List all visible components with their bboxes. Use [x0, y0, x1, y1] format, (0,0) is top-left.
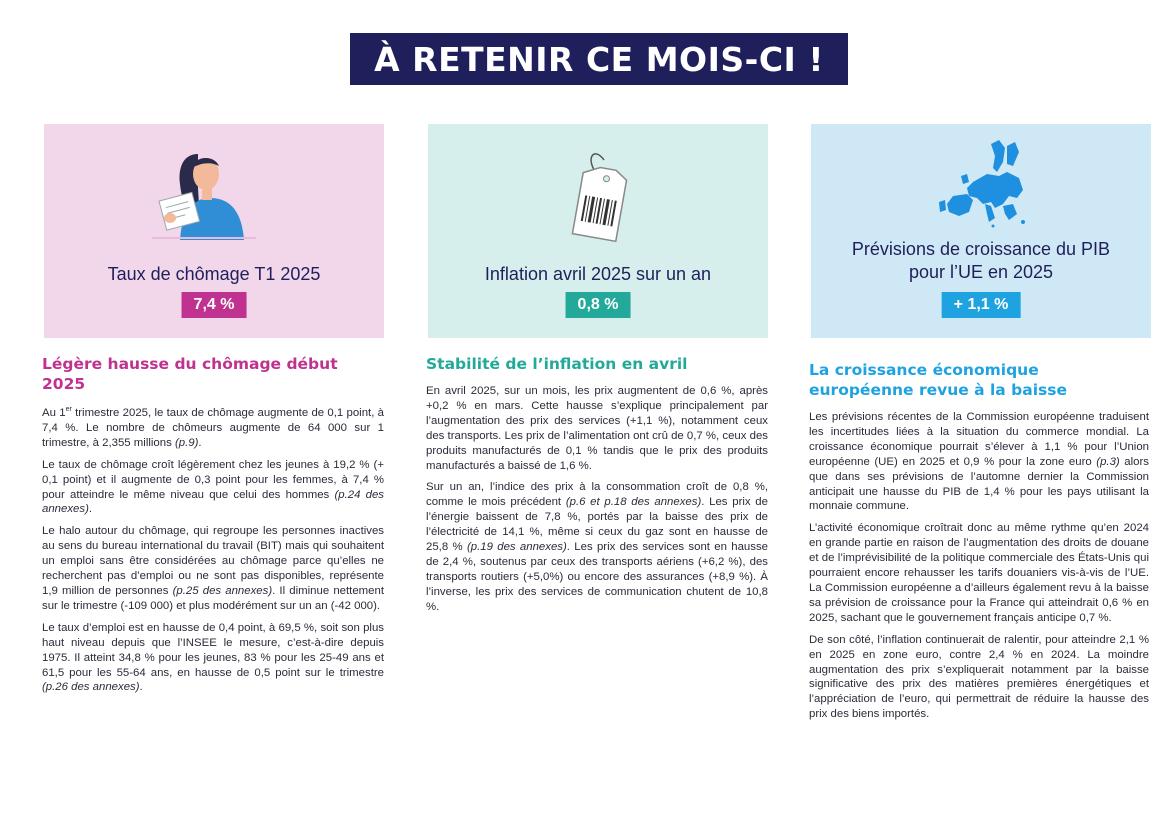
heading-line: 2025: [42, 375, 86, 393]
article-gdp: [809, 360, 1149, 729]
paragraph: Sur un an, l’indice des prix à la consommation croît de 0,8 %, comme le mois précédent (p.6 et p.18 des annexes). Les prix de l’énergie baissent de 7,8 %, portés par la baisse des prix de l’électricité de 14,1 %, même si ceux du gaz sont en hausse de 25,8 % (p.19 des annexes). Les prix des services sont en hausse de 2,4 %, soutenus par ceux des transports aériens (+6,2 %), des transports routiers (+5,0%) ou encore des assurances (+8,9 %). À l’inverse, les prix des services de communication chutent de 10,8 %.: [426, 481, 768, 613]
paragraph: Le taux de chômage croît légèrement chez les jeunes à 19,2 % (+ 0,1 point) et il augmente de 0,3 point pour les femmes, à 7,4 % pour atteindre le même niveau que celui des hommes (p.24 des annexes).: [42, 458, 384, 516]
paragraph: Les prévisions récentes de la Commission européenne traduisent les incertitudes liées à la situation du commerce mondial. La croissance économique pourrait s’élever à 1,1 % pour l’Union européenne (UE) en 2025 et 0,9 % pour la zone euro (p.3) alors que dans ses prévisions de l’automne dernier la Commission anticipait une hausse du PIB de 1,4 % pour les pays utilisant la monnaie commune.: [809, 411, 1149, 513]
card-unemployment: [44, 124, 384, 338]
paragraph: L’activité économique croîtrait donc au même rythme qu’en 2024 en grande partie en raison de l’augmentation des droits de douane et de l’imprévisibilité de la politique commerciale des États-Unis qui pourraient encore rehausser les tarifs douaniers vis-à-vis de l’UE. La Commission européenne a d’ailleurs également revu à la baisse sa prévision de croissance pour la France qui atteindrait 0,6 % en 2025, sachant que le gouvernement français anticipe 0,7 %.: [809, 522, 1149, 624]
paragraph: De son côté, l’inflation continuerait de ralentir, pour atteindre 2,1 % en 2025 en zone euro, contre 2,4 % en 2024. La moindre augmentation des prix s’expliquerait notamment par la baisse significative des prix des matières premières énergétiques et l’appréciation de l’euro, qui permettrait de réduire la hausse des prix des biens importés.: [809, 633, 1149, 721]
price-tag-icon: [564, 146, 636, 242]
card-title-line: pour l’UE en 2025: [908, 262, 1054, 282]
article-heading: [42, 354, 384, 394]
europe-map-icon: [933, 138, 1033, 230]
card-title: Inflation avril 2025 sur un an: [484, 264, 712, 284]
card-gdp-forecast: [811, 124, 1151, 338]
heading-line: La croissance économique: [809, 361, 1039, 379]
woman-reading-icon: [152, 148, 256, 240]
heading-line: Stabilité de l’inflation en avril: [426, 355, 688, 373]
heading-line: européenne revue à la baisse: [809, 381, 1067, 399]
value-badge: + 1,1 %: [942, 292, 1021, 318]
card-title: Taux de chômage T1 2025: [107, 264, 321, 284]
paragraph: Au 1er trimestre 2025, le taux de chômage augmente de 0,1 point, à 7,4 %. Le nombre de chômeurs augmente de 64 000 sur 1 trimestre, à 2,355 millions (p.9).: [42, 406, 384, 449]
value-badge: 7,4 %: [182, 292, 247, 318]
article-heading: [426, 354, 768, 374]
value-badge: 0,8 %: [566, 292, 631, 318]
paragraph: Le taux d’emploi est en hausse de 0,4 point, à 69,5 %, soit son plus haut niveau depuis que l’INSEE le mesure, c’est-à-dire depuis 1975. Il atteint 34,8 % pour les jeunes, 83 % pour les 25-49 ans et 61,5 pour les 55-64 ans, en hausse de 0,5 point sur le trimestre (p.26 des annexes).: [42, 621, 384, 694]
article-inflation: [426, 354, 768, 622]
card-inflation: [428, 124, 768, 338]
card-title: [811, 238, 1151, 284]
paragraph: Le halo autour du chômage, qui regroupe les personnes inactives au sens du bureau international du travail (BIT) mais qui souhaitent un emploi sans être considérées au chômage parce qu’elles ne recherchent pas d’emploi ou ne sont pas disponibles, représente 1,9 million de personnes (p.25 des annexes). Il diminue nettement sur le trimestre (-109 000) et plus modérément sur un an (-42 000).: [42, 525, 384, 612]
article-heading: [809, 360, 1149, 400]
banner-title: À RETENIR CE MOIS-CI !: [374, 39, 824, 79]
card-title-line: Prévisions de croissance du PIB: [851, 239, 1111, 259]
heading-line: Légère hausse du chômage début: [42, 355, 338, 373]
page-banner: [350, 33, 848, 85]
article-unemployment: [42, 354, 384, 702]
paragraph: En avril 2025, sur un mois, les prix augmentent de 0,6 %, après +0,2 % en mars. Cette hausse s’explique principalement par l’augmentation des prix des services (+1,1 %), notamment ceux des transports. Les prix de l’alimentation ont crû de 0,7 %, ceux des produits manufacturés de 0,1 % tandis que le prix des produits manufacturés a baissé de 1,6 %.: [426, 385, 768, 472]
